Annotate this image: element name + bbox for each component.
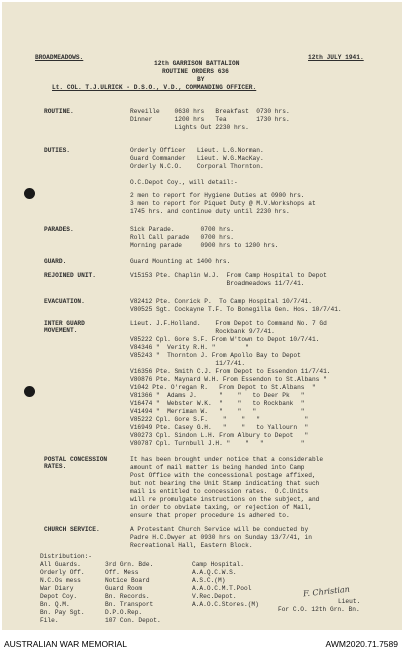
movement-line: V85222 Cpl. Gore S.F. " " " " bbox=[130, 416, 309, 423]
duties-line: Orderly Officer Lieut. L.G.Norman. bbox=[130, 147, 264, 154]
movement-line: V16474 " Webster W.K. " " to Rockbank " bbox=[130, 400, 305, 407]
church-line: Recreational Hall, Eastern Block. bbox=[130, 542, 253, 549]
movement-line: V16949 Pte. Casey G.H. " " to Yallourn " bbox=[130, 424, 309, 431]
movement-line: V81366 " Adams J. " " to Deer Pk " bbox=[130, 392, 305, 399]
movement-line: 11/7/41. bbox=[130, 360, 246, 367]
distribution-item: Camp Hospital. bbox=[192, 561, 244, 568]
guard-label: GUARD. bbox=[44, 258, 67, 265]
rejoined-label: REJOINED UNIT. bbox=[44, 272, 96, 279]
duties-label: DUTIES. bbox=[44, 147, 70, 154]
postal-line: in order to obviate taxing, or rejection of Mail, bbox=[130, 504, 312, 511]
distribution-item: A.S.C.(M) bbox=[192, 577, 226, 584]
routine-line: Lights Out 2230 hrs. bbox=[130, 124, 249, 131]
postal-line: will re promulgate instructions on the subject, and bbox=[130, 496, 320, 503]
distribution-item: File. bbox=[40, 617, 59, 624]
distribution-item: 3rd Grn. Bde. bbox=[105, 561, 154, 568]
footer-accession-number: AWM2020.71.7589 bbox=[325, 639, 398, 649]
commanding-officer: Lt. COL. T.J.ULRICK - D.S.O., V.D., COMMANDING OFFICER. bbox=[52, 84, 257, 91]
distribution-item: Off. Mess bbox=[105, 569, 139, 576]
parades-line: Roll Call parade 0700 hrs. bbox=[130, 234, 234, 241]
distribution-item: A.A.O.C.M.T.Pool bbox=[192, 585, 252, 592]
movement-line: V41494 " Merriman W. " " " " bbox=[130, 408, 305, 415]
routine-line: Dinner 1200 hrs Tea 1730 hrs. bbox=[130, 116, 290, 123]
church-label: CHURCH SERVICE. bbox=[44, 526, 100, 533]
postal-line: Post Office with the concessional postage affixed, bbox=[130, 472, 316, 479]
movement-line: Lieut. J.F.Holland. From Depot to Command No. 7 Gd bbox=[130, 320, 327, 327]
distribution-item: Bn. Records. bbox=[105, 593, 150, 600]
orders-title: ROUTINE ORDERS 636 bbox=[162, 68, 229, 75]
parades-line: Sick Parade. 0700 hrs. bbox=[130, 226, 234, 233]
guard-line: Guard Mounting at 1400 hrs. bbox=[130, 258, 231, 265]
distribution-item: All Guards. bbox=[40, 561, 81, 568]
distribution-item: War Diary bbox=[40, 585, 74, 592]
handwritten-signature: F. Christian bbox=[302, 584, 351, 599]
document-sheet bbox=[2, 2, 402, 630]
punch-hole-bottom bbox=[24, 386, 35, 397]
distribution-item: Orderly Off. bbox=[40, 569, 85, 576]
routine-label: ROUTINE. bbox=[44, 108, 74, 115]
distribution-item: Bn. Q.M. bbox=[40, 601, 70, 608]
signature-for: For C.O. 12th Grn. Bn. bbox=[278, 606, 360, 613]
distribution-item: Guard Room bbox=[105, 585, 143, 592]
inter-guard-label: INTER GUARD bbox=[44, 320, 85, 327]
movement-line: V85222 Cpl. Gore S.F. From W'town to Depot 10/7/41. bbox=[130, 336, 320, 343]
church-line: A Protestant Church Service will be conducted by bbox=[130, 526, 309, 533]
church-line: Padre H.C.Dwyer at 0930 hrs on Sunday 13/7/41, in bbox=[130, 534, 312, 541]
signature-rank: Lieut. bbox=[338, 598, 361, 605]
movement-line: Rockbank 9/7/41. bbox=[130, 328, 275, 335]
distribution-item: Depot Coy. bbox=[40, 593, 78, 600]
duties-line: O.C.Depot Coy., will detail:- bbox=[130, 179, 238, 186]
distribution-item: D.P.O.Rep. bbox=[105, 609, 143, 616]
parades-label: PARADES. bbox=[44, 226, 74, 233]
movement-line: V84346 " Verity R.H. " " bbox=[130, 344, 249, 351]
distribution-label: Distribution:- bbox=[40, 553, 92, 560]
postal-line: but not bearing the Unit Stamp indicating that such bbox=[130, 480, 320, 487]
rejoined-line: Broadmeadows 11/7/41. bbox=[130, 280, 305, 287]
postal-line: ensure that proper procedure is adhered to. bbox=[130, 512, 290, 519]
header-date: 12th JULY 1941. bbox=[308, 54, 364, 61]
distribution-item: Bn. Pay Sgt. bbox=[40, 609, 85, 616]
postal-label: POSTAL CONCESSION bbox=[44, 456, 108, 463]
footer-bar bbox=[0, 633, 404, 653]
duties-line: Guard Commander Lieut. W.G.MacKay. bbox=[130, 155, 264, 162]
movement-line: V80273 Cpl. Sindon L.H. From Albury to Depot " bbox=[130, 432, 309, 439]
evacuation-label: EVACUATION. bbox=[44, 298, 85, 305]
distribution-item: 107 Con. Depot. bbox=[105, 617, 161, 624]
movement-line: V80787 Cpl. Turnbull J.H. " " " " bbox=[130, 440, 305, 447]
punch-hole-top bbox=[24, 188, 35, 199]
duties-line: 3 men to report for Piquet Duty @ M.V.Workshops at bbox=[130, 200, 316, 207]
postal-line: It has been brought under notice that a considerable bbox=[130, 456, 324, 463]
postal-line: mail is entitled to concession rates. O.C.Units bbox=[130, 488, 309, 495]
distribution-item: V.Rec.Depot. bbox=[192, 593, 237, 600]
movement-line: V16356 Pte. Smith C.J. From Depot to Essendon 11/7/41. bbox=[130, 368, 331, 375]
duties-line: 1745 hrs. and continue duty until 2230 hrs. bbox=[130, 208, 290, 215]
distribution-item: N.C.Os mess bbox=[40, 577, 81, 584]
by-line: BY bbox=[197, 76, 205, 83]
duties-line: 2 men to report for Hygiene Duties at 0900 hrs. bbox=[130, 192, 305, 199]
evacuation-line: V80525 Sgt. Cockayne T.F. To Bonegilla Gen. Hos. 10/7/41. bbox=[130, 306, 342, 313]
postal-label-cont: RATES. bbox=[44, 463, 67, 470]
distribution-item: Bn. Transport bbox=[105, 601, 154, 608]
postal-line: amount of mail matter is being handed into Camp bbox=[130, 464, 305, 471]
movement-line: V1042 Pte. O'regan R. From Depot to St.Albans " bbox=[130, 384, 316, 391]
distribution-item: Notice Board bbox=[105, 577, 150, 584]
movement-line: V85243 " Thornton J. From Apollo Bay to Depot bbox=[130, 352, 301, 359]
footer-institution: AUSTRALIAN WAR MEMORIAL bbox=[4, 639, 127, 649]
parades-line: Morning parade 0900 hrs to 1200 hrs. bbox=[130, 242, 279, 249]
routine-line: Reveille 0630 hrs Breakfast 0730 hrs. bbox=[130, 108, 290, 115]
rejoined-line: V15153 Pte. Chaplin W.J. From Camp Hospital to Depot bbox=[130, 272, 327, 279]
battalion-title: 12th GARRISON BATTALION bbox=[154, 60, 240, 67]
movement-line: V80876 Pte. Maynard W.H. From Essendon to St.Albans " bbox=[130, 376, 327, 383]
duties-line: Orderly N.C.O. Corporal Thornton. bbox=[130, 163, 264, 170]
inter-guard-label-cont: MOVEMENT. bbox=[44, 327, 78, 334]
evacuation-line: V82412 Pte. Conrick P. To Camp Hospital 10/7/41. bbox=[130, 298, 312, 305]
distribution-item: A.A.Q.C.W.S. bbox=[192, 569, 237, 576]
header-location: BROADMEADOWS. bbox=[35, 54, 84, 61]
distribution-item: A.A.O.C.Stores.(M) bbox=[192, 601, 259, 608]
